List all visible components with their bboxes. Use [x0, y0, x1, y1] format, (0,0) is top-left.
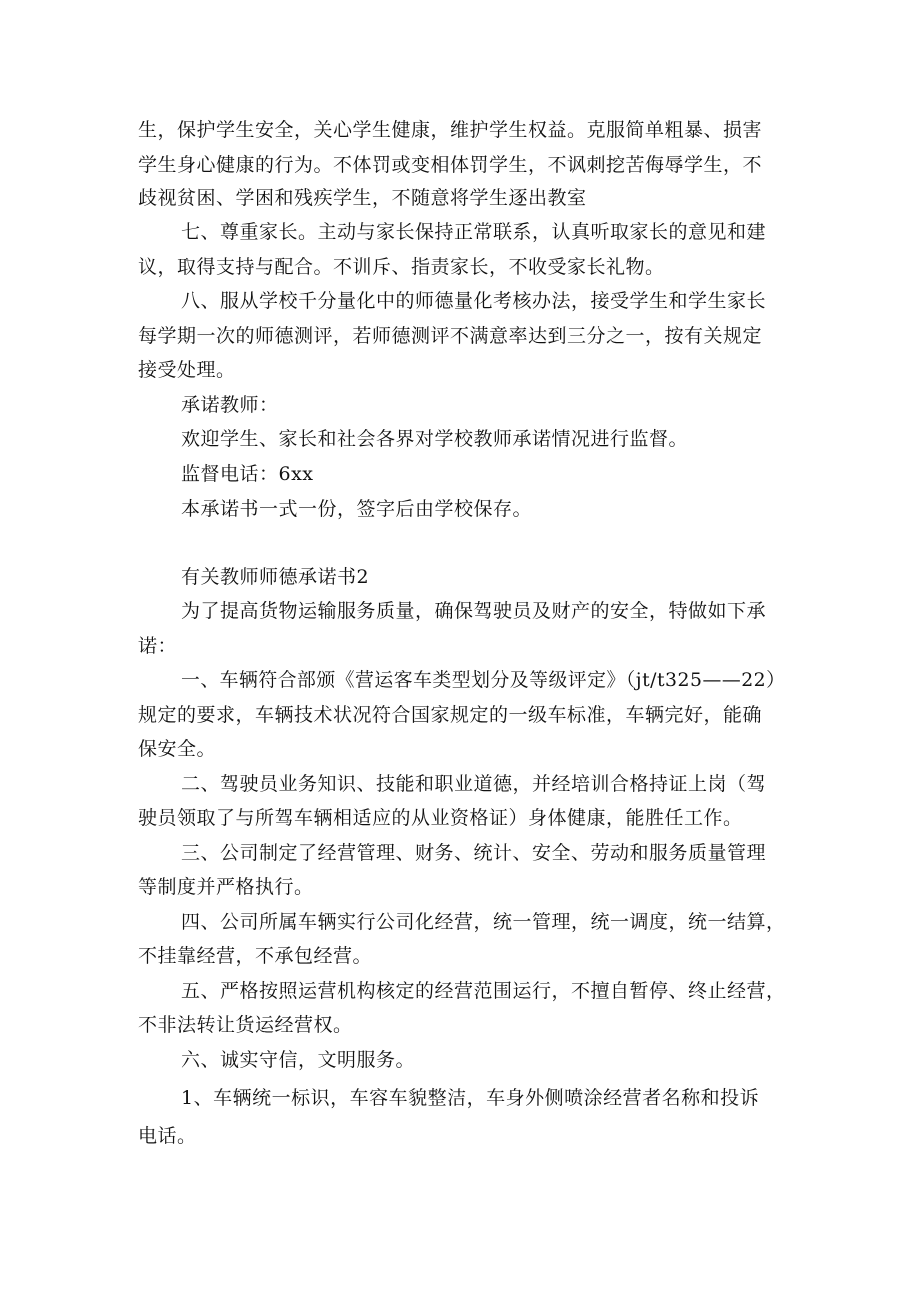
text-line: 等制度并严格执行。 — [138, 876, 314, 898]
text-line: 诺： — [138, 635, 178, 657]
text-line: 接受处理。 — [138, 359, 236, 381]
text-line: 七、尊重家长。主动与家长保持正常联系，认真听取家长的意见和建 — [181, 221, 767, 243]
text-line: 监督电话：6xx — [181, 463, 314, 485]
text-line: 歧视贫困、学困和残疾学生，不随意将学生逐出教室 — [138, 187, 587, 209]
text-line: 驶员领取了与所驾车辆相适应的从业资格证）身体健康，能胜任工作。 — [138, 807, 743, 829]
text-line: 八、服从学校千分量化中的师德量化考核办法，接受学生和学生家长 — [181, 290, 767, 312]
text-line: 每学期一次的师德测评，若师德测评不满意率达到三分之一，按有关规定 — [138, 325, 763, 347]
text-line: 欢迎学生、家长和社会各界对学校教师承诺情况进行监督。 — [181, 428, 689, 450]
text-line: 1、车辆统一标识，车容车貌整洁，车身外侧喷涂经营者名称和投诉 — [181, 1087, 760, 1109]
text-line: 二、驾驶员业务知识、技能和职业道德，并经培训合格持证上岗（驾 — [181, 773, 767, 795]
text-line: 承诺教师： — [181, 394, 279, 416]
text-line: 生，保护学生安全，关心学生健康，维护学生权益。克服简单粗暴、损害 — [138, 119, 763, 141]
text-line: 电话。 — [138, 1125, 197, 1147]
text-line: 议，取得支持与配合。不训斥、指责家长，不收受家长礼物。 — [138, 256, 665, 278]
text-line: 不非法转让货运经营权。 — [138, 1014, 353, 1036]
text-line: 一、车辆符合部颁《营运客车类型划分及等级评定》（jt/t325——22） — [181, 669, 786, 691]
text-line: 不挂靠经营，不承包经营。 — [138, 945, 373, 967]
text-line: 四、公司所属车辆实行公司化经营，统一管理，统一调度，统一结算， — [181, 911, 786, 933]
section-title: 有关教师师德承诺书2 — [181, 566, 370, 588]
text-line: 规定的要求，车辆技术状况符合国家规定的一级车标准，车辆完好，能确 — [138, 704, 763, 726]
text-line: 学生身心健康的行为。不体罚或变相体罚学生，不讽刺挖苦侮辱学生，不 — [138, 154, 763, 176]
text-line: 为了提高货物运输服务质量，确保驾驶员及财产的安全，特做如下承 — [181, 600, 767, 622]
text-line: 五、严格按照运营机构核定的经营范围运行，不擅自暂停、终止经营， — [181, 980, 786, 1002]
text-line: 三、公司制定了经营管理、财务、统计、安全、劳动和服务质量管理 — [181, 842, 767, 864]
text-line: 本承诺书一式一份，签字后由学校保存。 — [181, 498, 533, 520]
text-line: 六、诚实守信，文明服务。 — [181, 1049, 416, 1071]
text-line: 保安全。 — [138, 738, 217, 760]
